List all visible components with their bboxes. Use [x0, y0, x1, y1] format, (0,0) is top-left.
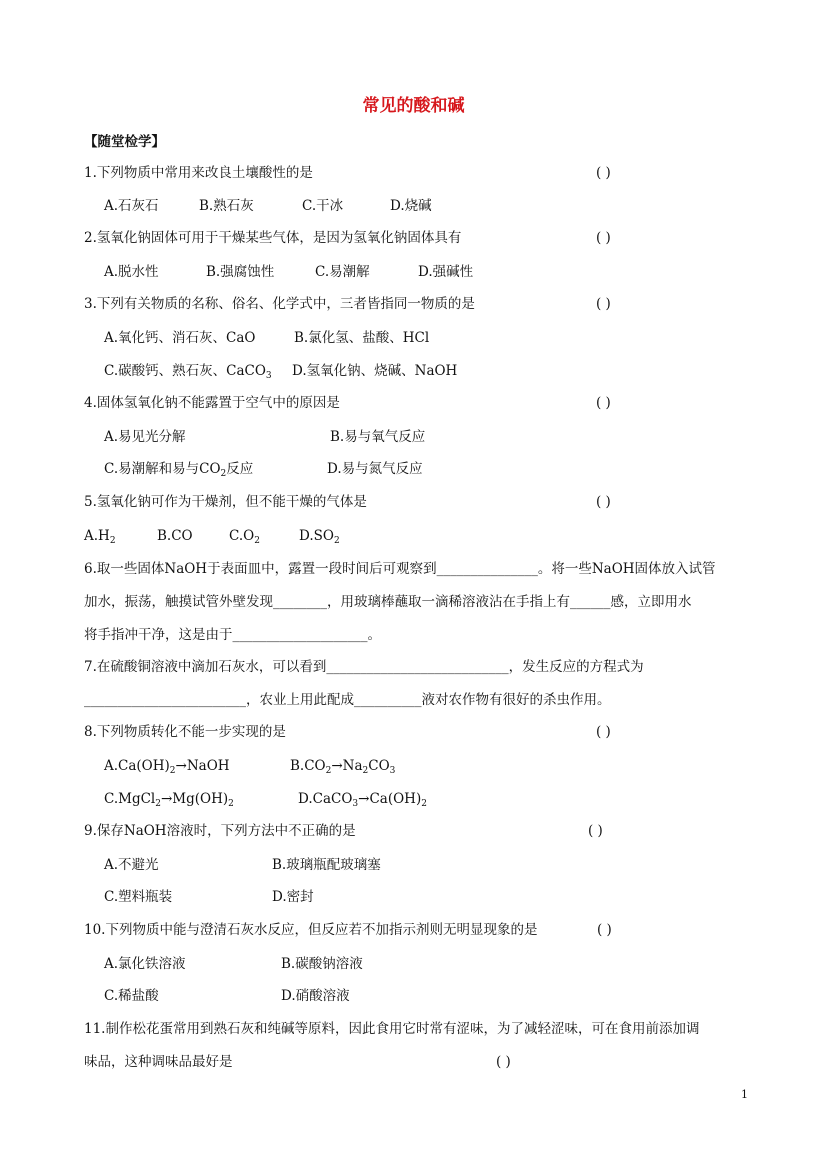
question-7-line-1: 7.在硫酸铜溶液中滴加石灰水，可以看到___________________________，发生反应的方程式为	[84, 659, 644, 675]
question-6-line-1: 6.取一些固体NaOH于表面皿中，露置一段时间后可观察到_______________。将一些NaOH固体放入试管	[84, 561, 716, 577]
question-11-line-2: 味品，这种调味品最好是	[84, 1054, 233, 1070]
question-5-option-b: B.CO	[157, 528, 193, 544]
question-2-option-b: B.强腐蚀性	[206, 264, 275, 280]
question-10-option-d: D.硝酸溶液	[281, 988, 350, 1004]
question-3-answer-paren: ( )	[596, 296, 611, 312]
question-8-option-a: $A.Ca(OH)_2\to NaOH$	[104, 758, 230, 776]
question-3-option-a: A.氧化钙、消石灰、CaO	[104, 330, 256, 346]
question-10-option-b: B.碳酸钠溶液	[281, 956, 363, 972]
question-8-answer-paren: ( )	[596, 724, 611, 740]
question-1-option-b: B.熟石灰	[199, 198, 254, 214]
question-10-option-a: A.氯化铁溶液	[104, 956, 186, 972]
question-5-option-c: $C.O_2$	[229, 528, 260, 546]
question-4-answer-paren: ( )	[596, 395, 611, 411]
question-4-option-b: B.易与氧气反应	[330, 429, 426, 445]
question-4-option-d: D.易与氮气反应	[327, 461, 423, 477]
question-9-option-c: C.塑料瓶装	[104, 889, 173, 905]
question-3-stem: 3.下列有关物质的名称、俗名、化学式中，三者皆指同一物质的是	[84, 296, 475, 312]
question-9-answer-paren: ( )	[588, 823, 603, 839]
question-6-line-2: 加水，振荡，触摸试管外壁发现________，用玻璃棒蘸取一滴稀溶液沾在手指上有______感，立即用水	[84, 594, 692, 610]
question-11-answer-paren: ( )	[496, 1054, 511, 1070]
question-8-option-b: $B.CO_2\to Na_2CO_3$	[290, 758, 396, 776]
question-5-option-a: $A.H_2$	[84, 528, 116, 546]
question-9-option-a: A.不避光	[104, 857, 159, 873]
question-1-option-c: C.干冰	[302, 198, 344, 214]
question-8-option-d: $D.CaCO_3\to Ca(OH)_2$	[298, 791, 427, 809]
question-1-stem: 1.下列物质中常用来改良土壤酸性的是	[84, 165, 313, 181]
question-3-option-b: B.氯化氢、盐酸、HCl	[294, 330, 430, 346]
question-1-option-d: D.烧碱	[390, 198, 432, 214]
question-8-option-c: $C.MgCl_2\to Mg(OH)_2$	[104, 791, 234, 809]
question-1-answer-paren: ( )	[596, 165, 611, 181]
question-1-option-a: A.石灰石	[104, 198, 159, 214]
question-5-answer-paren: ( )	[596, 494, 611, 510]
question-9-option-b: B.玻璃瓶配玻璃塞	[272, 857, 381, 873]
question-5-option-d: $D.SO_2$	[299, 528, 340, 546]
question-10-answer-paren: ( )	[597, 922, 612, 938]
question-2-option-c: C.易潮解	[315, 264, 370, 280]
question-10-option-c: C.稀盐酸	[104, 988, 159, 1004]
question-2-answer-paren: ( )	[596, 230, 611, 246]
section-heading: 【随堂检学】	[84, 134, 165, 150]
question-4-option-c: C.易潮解和易与$CO_2$反应	[104, 461, 254, 479]
question-2-stem: 2.氢氧化钠固体可用于干燥某些气体，是因为氢氧化钠固体具有	[84, 230, 462, 246]
question-5-stem: 5.氢氧化钠可作为干燥剂，但不能干燥的气体是	[84, 494, 367, 510]
page-number: 1	[741, 1088, 748, 1101]
question-9-stem: 9.保存NaOH溶液时，下列方法中不正确的是	[84, 823, 356, 839]
question-11-line-1: 11.制作松花蛋常用到熟石灰和纯碱等原料，因此食用它时常有涩味，为了减轻涩味，可在食用前添加调	[84, 1021, 700, 1037]
question-4-stem: 4.固体氢氧化钠不能露置于空气中的原因是	[84, 395, 340, 411]
question-2-option-d: D.强碱性	[418, 264, 474, 280]
question-4-option-a: A.易见光分解	[104, 429, 186, 445]
question-8-stem: 8.下列物质转化不能一步实现的是	[84, 724, 286, 740]
question-3-option-c: C.碳酸钙、熟石灰、CaCO$_3$	[104, 363, 272, 381]
question-3-option-d: D.氢氧化钠、烧碱、NaOH	[292, 363, 458, 379]
question-2-option-a: A.脱水性	[104, 264, 159, 280]
question-6-line-3: 将手指冲干净，这是由于____________________。	[84, 627, 381, 643]
question-9-option-d: D.密封	[272, 889, 314, 905]
question-7-line-2: ________________________，农业上用此配成__________液对农作物有很好的杀虫作用。	[84, 692, 611, 708]
page-title: 常见的酸和碱	[362, 96, 465, 116]
question-10-stem: 10.下列物质中能与澄清石灰水反应，但反应若不加指示剂则无明显现象的是	[84, 922, 538, 938]
